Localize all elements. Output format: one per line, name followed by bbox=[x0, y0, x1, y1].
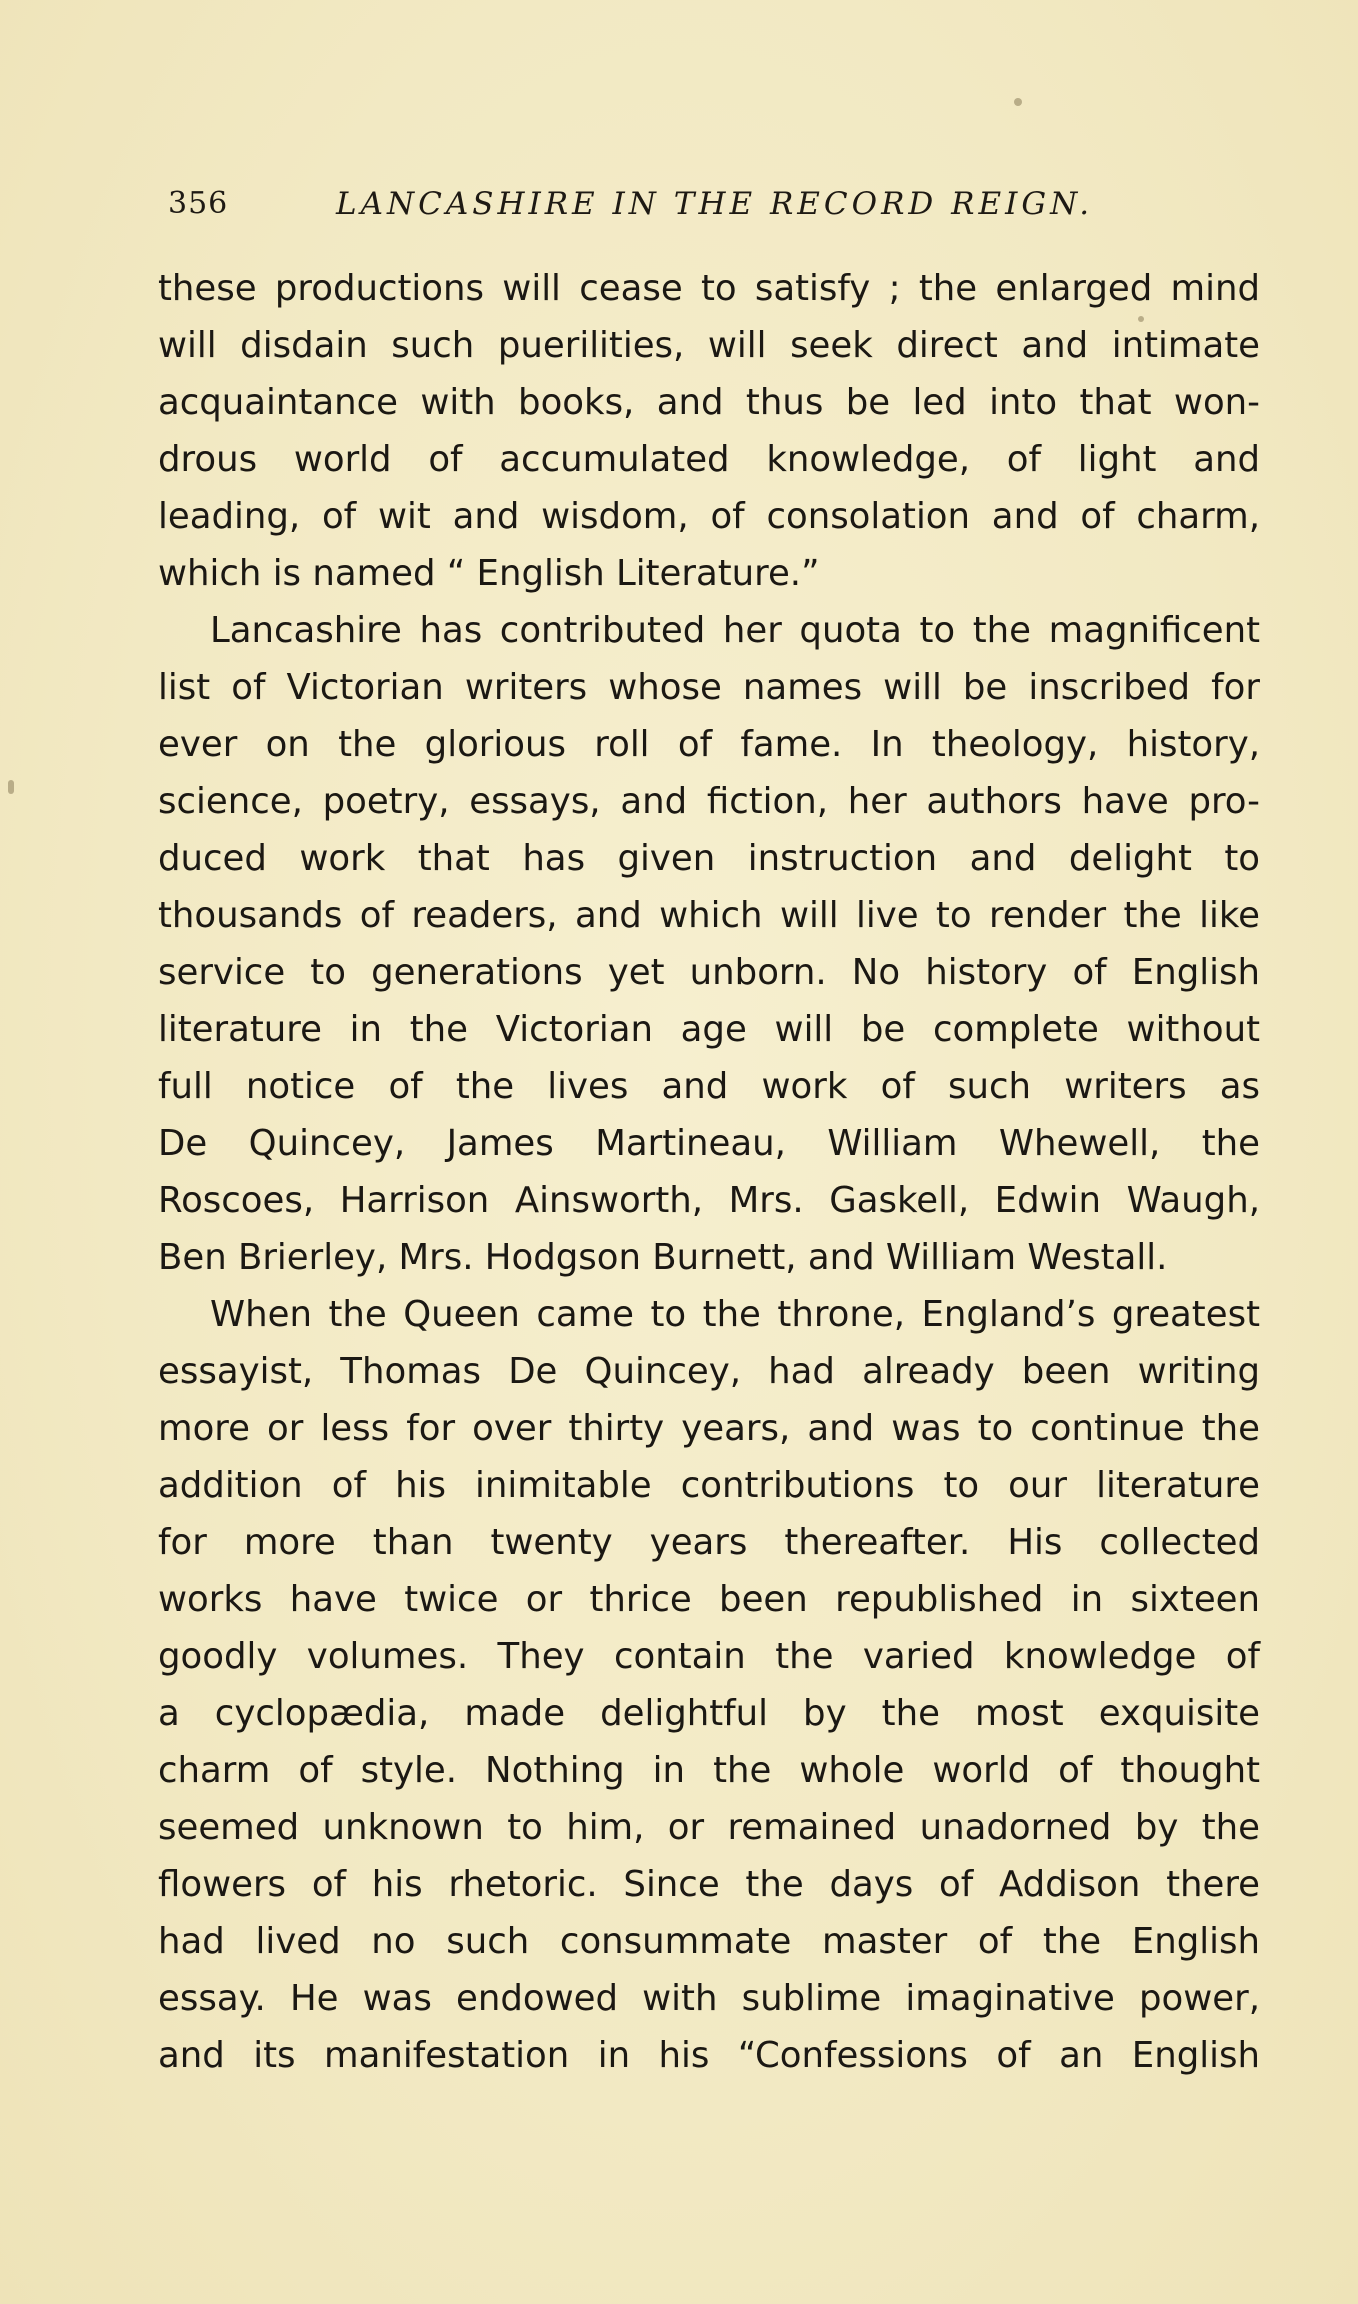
text-line: these productions will cease to satisfy ; the enlarged mind bbox=[158, 268, 1260, 309]
text-line: works have twice or thrice been republished in sixteen bbox=[158, 1579, 1260, 1620]
text-line: duced work that has given instruction and delight to bbox=[158, 838, 1260, 879]
text-line: thousands of readers, and which will live to render the like bbox=[158, 895, 1260, 936]
text-line: and its manifestation in his “Confessions of an English bbox=[158, 2035, 1260, 2076]
body-text bbox=[158, 260, 1260, 2084]
text-line: seemed unknown to him, or remained unadorned by the bbox=[158, 1807, 1260, 1848]
text-line: When the Queen came to the throne, England’s greatest bbox=[210, 1294, 1260, 1335]
text-line: a cyclopædia, made delightful by the most exquisite bbox=[158, 1693, 1260, 1734]
text-line: drous world of accumulated knowledge, of light and bbox=[158, 439, 1260, 480]
text-line: for more than twenty years thereafter. His collected bbox=[158, 1522, 1260, 1563]
text-line: more or less for over thirty years, and was to continue the bbox=[158, 1408, 1260, 1449]
text-line: essayist, Thomas De Quincey, had already been writing bbox=[158, 1351, 1260, 1392]
paper-speck bbox=[1014, 98, 1022, 106]
text-line: list of Victorian writers whose names will be inscribed for bbox=[158, 667, 1260, 708]
text-line: literature in the Victorian age will be complete without bbox=[158, 1009, 1260, 1050]
text-line: addition of his inimitable contributions to our literature bbox=[158, 1465, 1260, 1506]
page-number: 356 bbox=[168, 186, 229, 221]
text-line: which is named “ English Literature.” bbox=[158, 553, 820, 594]
text-line: flowers of his rhetoric. Since the days of Addison there bbox=[158, 1864, 1260, 1905]
text-line: ever on the glorious roll of fame. In theology, history, bbox=[158, 724, 1260, 765]
text-line: leading, of wit and wisdom, of consolation and of charm, bbox=[158, 496, 1260, 537]
text-line: service to generations yet unborn. No history of English bbox=[158, 952, 1260, 993]
text-line: full notice of the lives and work of such writers as bbox=[158, 1066, 1260, 1107]
text-line: Ben Brierley, Mrs. Hodgson Burnett, and William Westall. bbox=[158, 1237, 1168, 1278]
page-header bbox=[168, 186, 1268, 236]
running-head: LANCASHIRE IN THE RECORD REIGN. bbox=[336, 186, 1094, 222]
text-line: essay. He was endowed with sublime imaginative power, bbox=[158, 1978, 1260, 2019]
text-line: will disdain such puerilities, will seek direct and intimate bbox=[158, 325, 1260, 366]
text-line: had lived no such consummate master of the English bbox=[158, 1921, 1260, 1962]
paragraph-3 bbox=[158, 1286, 1260, 2084]
paragraph-1 bbox=[158, 260, 1260, 602]
text-line: acquaintance with books, and thus be led into that won- bbox=[158, 382, 1260, 423]
text-line: goodly volumes. They contain the varied knowledge of bbox=[158, 1636, 1260, 1677]
paragraph-2 bbox=[158, 602, 1260, 1286]
text-line: science, poetry, essays, and fiction, her authors have pro- bbox=[158, 781, 1260, 822]
paper-speck bbox=[8, 780, 14, 794]
text-line: Lancashire has contributed her quota to the magnificent bbox=[210, 610, 1260, 651]
text-line: charm of style. Nothing in the whole world of thought bbox=[158, 1750, 1260, 1791]
text-line: Roscoes, Harrison Ainsworth, Mrs. Gaskell, Edwin Waugh, bbox=[158, 1180, 1260, 1221]
text-line: De Quincey, James Martineau, William Whewell, the bbox=[158, 1123, 1260, 1164]
